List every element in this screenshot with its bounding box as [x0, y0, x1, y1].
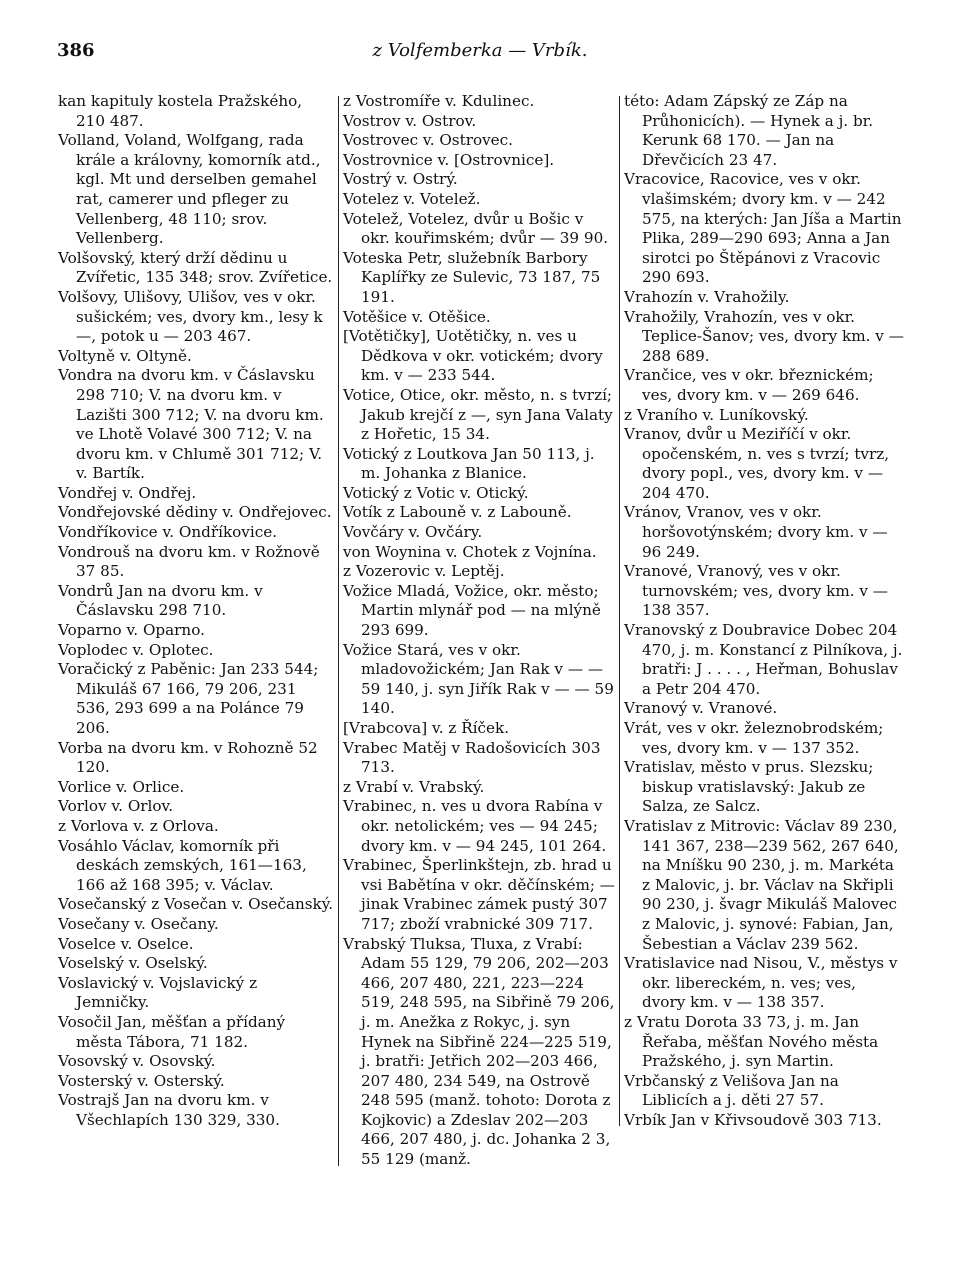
- index-entry: [Vrabcova] v. z Říček.: [343, 719, 510, 737]
- index-entry: Voselský v. Oselský.: [58, 954, 208, 973]
- index-entry: z Vratu Dorota 33 73, j. m. Jan Řeřaba, měšťan Nového města Pražského, j. syn Martin.: [624, 1012, 879, 1071]
- page-number: 386: [57, 40, 95, 61]
- index-entry: Voltyně v. Oltyně.: [58, 346, 192, 365]
- index-entry: Vostrý v. Ostrý.: [343, 170, 458, 189]
- index-entry: Votice, Otice, okr. město, n. s tvrzí; Jakub krejčí z —, syn Jana Valaty z Hořetic, 15 34.: [343, 385, 613, 444]
- index-entry: Votický z Loutkova Jan 50 113, j. m. Johanka z Blanice.: [343, 444, 595, 483]
- index-entry: Vrbčanský z Velišova Jan na Liblicích a j. děti 27 57.: [624, 1071, 839, 1110]
- index-entry: Vovčáry v. Ovčáry.: [343, 523, 483, 542]
- index-entry: Volland, Voland, Wolfgang, rada krále a královny, komorník atd., kgl. Mt und derselben gemahel rat, camerer und pfleger zu Vellenberg, 48 110; srov. Vellenberg.: [58, 131, 321, 248]
- index-entry: Vratislav, město v prus. Slezsku; biskup vratislavský: Jakub ze Salza, ze Salcz.: [624, 758, 874, 816]
- index-entry: Vratislav z Mitrovic: Václav 89 230, 141 367, 238—239 562, 267 640, na Mníšku 90 230, j. m. Markéta z Malovic, j. br. Václav na Skřipli 90 230, j. švagr Mikuláš Malovec z Malovic, j. synové: Fabian, Jan, Šebestian a Václav 239 562.: [624, 816, 899, 953]
- index-entry: Volšovský, který drží dědinu u Zvířetic, 135 348; srov. Zvířetice.: [58, 248, 333, 287]
- index-entry: Vrát, ves v okr. železnobrodském; ves, dvory km. v — 137 352.: [624, 719, 884, 757]
- index-entry: Vostrov v. Ostrov.: [343, 111, 477, 130]
- index-entry: Vožice Stará, ves v okr. mladovožickém; Jan Rak v — — 59 140, j. syn Jiřík Rak v — — 59 140.: [343, 640, 614, 718]
- index-entry: Vožice Mladá, Vožice, okr. město; Martin mlynář pod — na mlýně 293 699.: [343, 581, 601, 640]
- index-entry: Voselce v. Oselce.: [58, 934, 194, 953]
- index-entry: Vostrajš Jan na dvoru km. v Všechlapích 130 329, 330.: [58, 1091, 280, 1129]
- index-entry: Vostrovnice v. [Ostrovnice].: [343, 150, 555, 169]
- index-entry: Vorba na dvoru km. v Rohozně 52 120.: [58, 738, 318, 777]
- index-entry: z Vorlova v. z Orlova.: [58, 816, 219, 835]
- index-entry: Vondrů Jan na dvoru km. v Čáslavsku 298 710.: [58, 581, 263, 620]
- index-entry: kan kapituly kostela Pražského, 210 487.: [58, 92, 303, 130]
- index-entry: Voslavický v. Vojslavický z Jemničky.: [58, 973, 258, 1012]
- index-entry: Vrančice, ves v okr. březnickém; ves, dvory km. v — 269 646.: [624, 366, 874, 404]
- index-entry: Vondříkovice v. Ondříkovice.: [58, 523, 278, 542]
- index-entry: Vrabinec, n. ves u dvora Rabína v okr. netolickém; ves — 94 245; dvory km. v — 94 245, 101 264.: [343, 797, 607, 855]
- column-left: [58, 92, 334, 1130]
- page-header: [0, 40, 960, 66]
- index-entry: Voračický z Paběnic: Jan 233 544; Mikuláš 67 166, 79 206, 231 536, 293 699 a na Polánce 79 206.: [58, 660, 319, 737]
- index-entry: Vranov, dvůr u Meziříčí v okr. opočenském, n. ves s tvrzí; tvrz, dvory popl., ves, dvory km. v — 204 470.: [624, 425, 890, 502]
- index-entry: [Votětičky], Uotětičky, n. ves u Dědkova v okr. votickém; dvory km. v — 233 544.: [343, 327, 603, 385]
- index-entry: Vorlice v. Orlice.: [58, 777, 185, 796]
- index-entry: z Vozerovic v. Leptěj.: [343, 562, 505, 581]
- index-entry: Vosečanský z Vosečan v. Osečanský.: [58, 895, 334, 914]
- index-entry: Vracovice, Racovice, ves v okr. vlašimském; dvory km. v — 242 575, na kterých: Jan Jíša a Martin Plika, 289—290 693; Anna a Jan sirotci po Štěpánovi z Vracovic 290 693.: [624, 170, 902, 287]
- index-entry: z Vraního v. Luníkovský.: [624, 405, 809, 424]
- index-entry: Vrabinec, Šperlinkštejn, zb. hrad u vsi Babětína v okr. děčínském; — jinak Vrabinec zámek pustý 307 717; zboží vrabnické 309 717.: [343, 856, 615, 933]
- index-entry: této: Adam Zápský ze Záp na Průhonicích). — Hynek a j. br. Kerunk 68 170. — Jan na Dřevčicích 23 47.: [624, 92, 874, 169]
- index-entry: Vránov, Vranov, ves v okr. horšovotýnském; dvory km. v — 96 249.: [624, 503, 888, 561]
- index-entry: Vostrovec v. Ostrovec.: [343, 131, 514, 150]
- index-entry: Vranový v. Vranové.: [624, 699, 778, 718]
- index-entry: Vrahožily, Vrahozín, ves v okr. Teplice-Šanov; ves, dvory km. v — 288 689.: [624, 307, 904, 365]
- index-entry: Vosáhlo Václav, komorník při deskách zemských, 161—163, 166 až 168 395; v. Václav.: [58, 836, 307, 894]
- index-entry: z Vostromíře v. Kdulinec.: [343, 92, 535, 110]
- index-entry: z Vrabí v. Vrabský.: [343, 777, 485, 796]
- index-entry: Volšovy, Ulišovy, Ulišov, ves v okr. sušickém; ves, dvory km., lesy k —, potok u — 203 467.: [58, 287, 323, 346]
- index-entry: Vondřej v. Ondřej.: [58, 483, 197, 502]
- column-right: [624, 92, 904, 1130]
- index-entry: Vosovský v. Osovský.: [58, 1052, 216, 1071]
- index-entry: Votický z Votic v. Otický.: [343, 483, 529, 502]
- index-entry: Vorlov v. Orlov.: [58, 797, 174, 816]
- running-title: z Volfemberka — Vrbík.: [372, 40, 588, 61]
- index-entry: Votěšice v. Otěšice.: [343, 307, 491, 326]
- index-entry: Voplodec v. Oplotec.: [58, 640, 214, 659]
- index-entry: Vrahozín v. Vrahožily.: [624, 287, 790, 306]
- index-entry: Vranové, Vranový, ves v okr. turnovském; ves, dvory km. v — 138 357.: [624, 562, 888, 620]
- index-entry: Vondrouš na dvoru km. v Rožnově 37 85.: [58, 542, 320, 581]
- index-entry: Vosečany v. Osečany.: [58, 914, 219, 933]
- index-entry: Vratislavice nad Nisou, V., městys v okr. libereckém, n. ves; ves, dvory km. v — 138 357.: [624, 954, 898, 1012]
- index-entry: von Woynina v. Chotek z Vojnína.: [343, 542, 597, 561]
- index-entry: Vranovský z Doubravice Dobec 204 470, j. m. Konstancí z Pilníkova, j. bratři: J . . . . , Heřman, Bohuslav a Petr 204 470.: [624, 621, 903, 698]
- index-entry: Votík z Labouně v. z Labouně.: [343, 503, 572, 522]
- index-entry: Voparno v. Oparno.: [58, 621, 205, 640]
- index-entry: Votelez v. Votelež.: [343, 189, 481, 208]
- column-middle: [343, 92, 616, 1170]
- index-entry: Vrabec Matěj v Radošovicích 303 713.: [343, 738, 601, 777]
- index-entry: Vondra na dvoru km. v Čáslavsku 298 710; V. na dvoru km. v Lazišti 300 712; V. na dvoru km. ve Lhotě Volavé 300 712; V. na dvoru km. v Chlumě 301 712; V. v. Bartík.: [58, 366, 324, 483]
- index-entry: Vrbík Jan v Křivsoudově 303 713.: [624, 1110, 882, 1129]
- index-entry: Votelež, Votelez, dvůr u Bošic v okr. kouřimském; dvůr — 39 90.: [343, 209, 609, 248]
- index-entry: Vondřejovské dědiny v. Ondřejovec.: [58, 503, 332, 522]
- index-entry: Vrabský Tluksa, Tluxa, z Vrabí: Adam 55 129, 79 206, 202—203 466, 207 480, 221, 223—224 519, 248 595, na Sibřině 79 206, j. m. Anežka z Rokyc, j. syn Hynek na Sibřině 224—225 519, j. bratři: Jetřich 202—203 466, 207 480, 234 549, na Ostrově 248 595 (manž. tohoto: Dorota z Kojkovic) a Zdeslav 202—203 466, 207 480, j. dc. Johanka 2 3, 55 129 (manž.: [343, 934, 615, 1169]
- index-entry: Vosočil Jan, měšťan a přídaný města Tábora, 71 182.: [58, 1012, 286, 1051]
- index-entry: Voteska Petr, služebník Barbory Kaplířky ze Sulevic, 73 187, 75 191.: [343, 248, 601, 306]
- index-entry: Vosterský v. Osterský.: [58, 1071, 225, 1090]
